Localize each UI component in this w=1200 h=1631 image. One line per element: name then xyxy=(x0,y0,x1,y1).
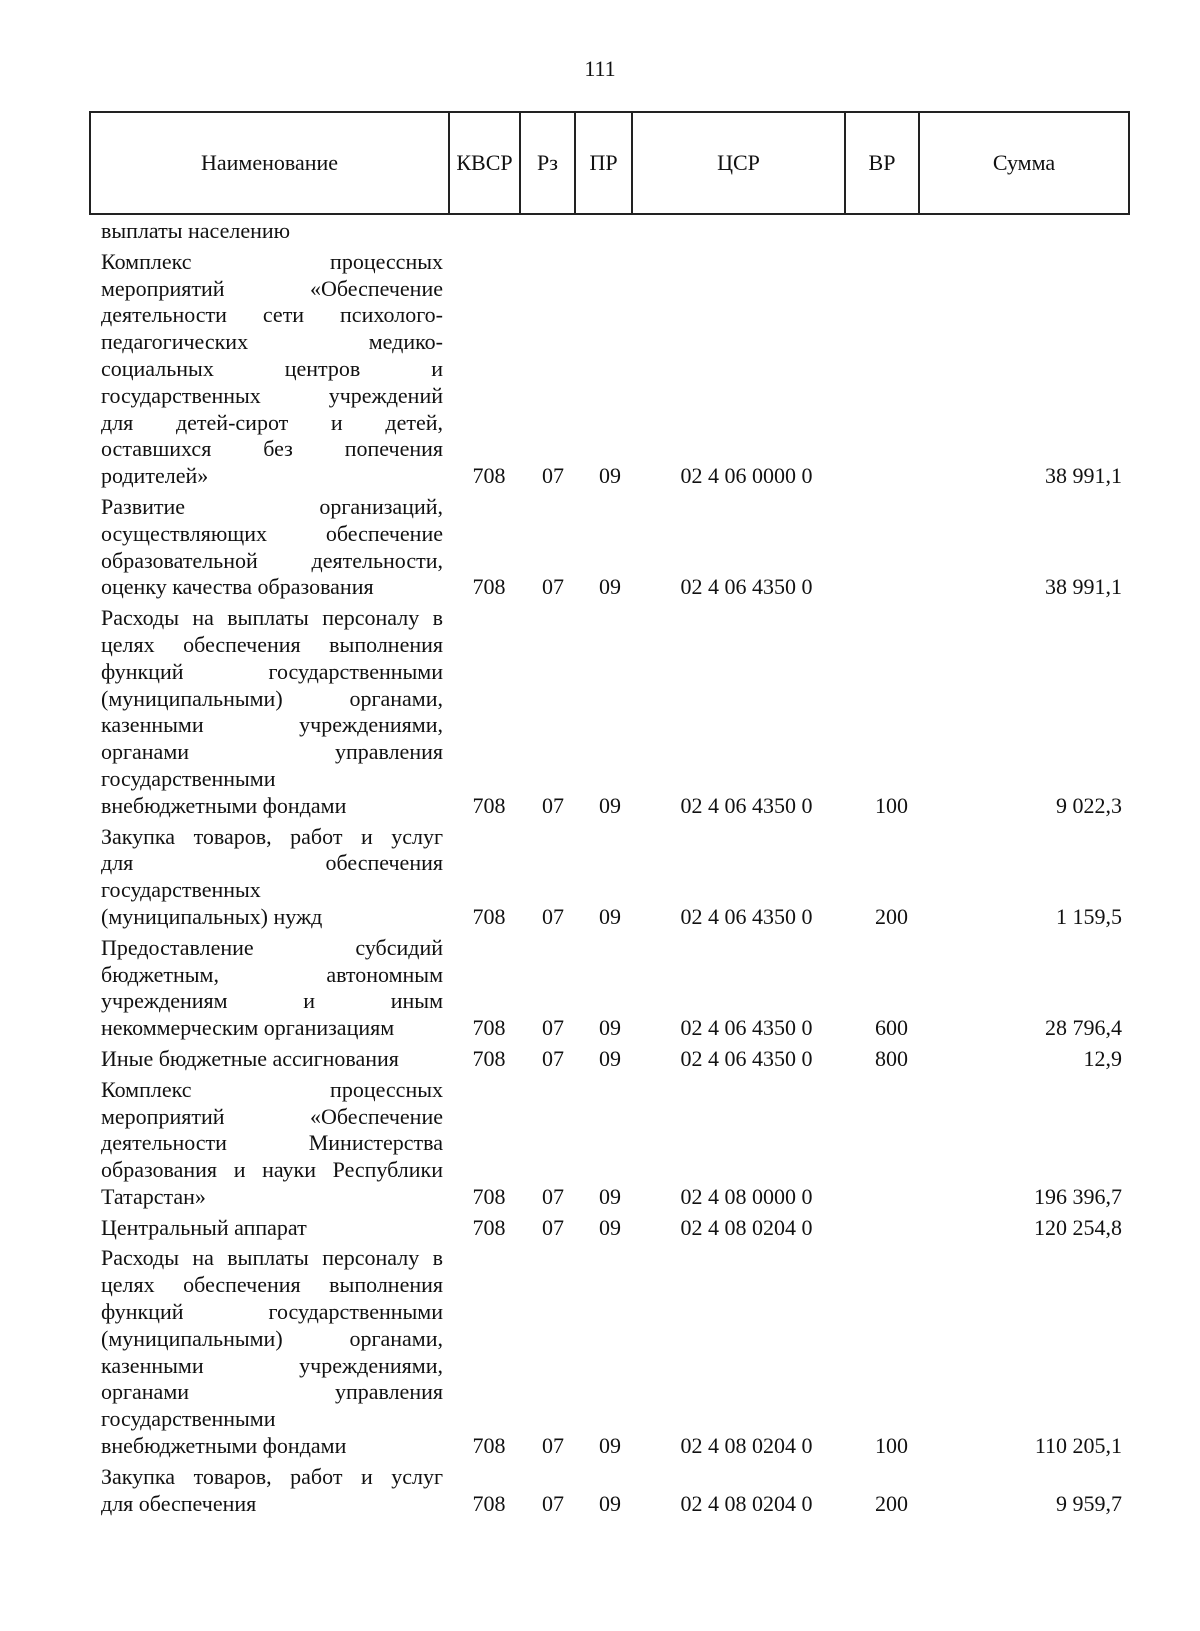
row-sum: 1 159,5 xyxy=(1056,903,1122,929)
table-row xyxy=(89,824,1130,931)
row-name-line: для обеспечения xyxy=(101,850,443,876)
table-row xyxy=(89,935,1130,1042)
row-name-line: (муниципальными) органами, xyxy=(101,1325,443,1351)
row-name xyxy=(89,1215,453,1242)
table-row xyxy=(89,1245,1130,1459)
row-name-line: учреждениям и иным xyxy=(101,988,443,1014)
row-pr: 09 xyxy=(599,1015,621,1041)
row-vr: 600 xyxy=(875,1015,908,1041)
row-name-line: (муниципальными) органами, xyxy=(101,685,443,711)
row-pr: 09 xyxy=(599,574,621,600)
header-name: Наименование xyxy=(91,113,450,213)
header-sum: Сумма xyxy=(992,150,1056,175)
row-vr: 800 xyxy=(875,1045,908,1071)
row-vr: 100 xyxy=(875,1433,908,1459)
row-kvsr: 708 xyxy=(472,1183,506,1209)
header-kvsr: КВСР xyxy=(450,113,521,213)
row-rz: 07 xyxy=(542,1015,564,1041)
row-name-line: деятельности Министерства xyxy=(101,1130,443,1156)
row-name-line: социальных центров и xyxy=(101,355,443,381)
header-vr: ВР xyxy=(846,113,920,213)
row-rz: 07 xyxy=(542,1490,564,1516)
row-kvsr: 708 xyxy=(472,792,506,818)
row-kvsr: 708 xyxy=(472,1045,506,1071)
row-name-line: некоммерческим организациям xyxy=(101,1015,395,1041)
row-kvsr: 708 xyxy=(472,1433,506,1459)
row-name xyxy=(89,824,453,931)
row-name xyxy=(89,1245,453,1459)
header-csr: ЦСР xyxy=(633,113,846,213)
row-name-line: Расходы на выплаты персоналу в xyxy=(101,605,443,631)
row-sum: 38 991,1 xyxy=(1045,463,1122,489)
row-name xyxy=(89,1046,453,1073)
row-name-line: функций государственными xyxy=(101,1299,443,1325)
row-name-line: (муниципальных) нужд xyxy=(101,903,323,929)
row-rz: 07 xyxy=(542,1433,564,1459)
page-number: 111 xyxy=(584,56,616,81)
row-sum: 120 254,8 xyxy=(1034,1214,1122,1240)
row-name xyxy=(89,605,453,819)
row-name-line: для обеспечения xyxy=(101,1490,257,1516)
row-name-line: оценку качества образования xyxy=(101,574,374,600)
row-name-line: оставшихся без попечения xyxy=(101,436,443,462)
row-name-line: внебюджетными фондами xyxy=(101,1433,347,1459)
row-name-line: Закупка товаров, работ и услуг xyxy=(101,823,443,849)
row-name-line: Татарстан» xyxy=(101,1183,206,1209)
row-sum: 9 022,3 xyxy=(1056,792,1122,818)
row-name-line: целях обеспечения выполнения xyxy=(101,631,443,657)
row-rz: 07 xyxy=(542,463,564,489)
row-name-line: государственных xyxy=(101,877,261,903)
table-row xyxy=(89,494,1130,601)
row-csr: 02 4 08 0204 0 xyxy=(680,1433,813,1459)
row-name xyxy=(89,249,453,490)
row-name-line: Расходы на выплаты персоналу в xyxy=(101,1245,443,1271)
row-csr: 02 4 06 4350 0 xyxy=(680,574,813,600)
row-name-line: образования и науки Республики xyxy=(101,1157,443,1183)
row-pr: 09 xyxy=(599,1490,621,1516)
row-name xyxy=(89,1464,453,1518)
table-row xyxy=(89,1046,1130,1073)
row-vr: 200 xyxy=(875,1490,908,1516)
table-row xyxy=(89,218,1130,245)
table-header xyxy=(89,111,1130,215)
row-rz: 07 xyxy=(542,903,564,929)
row-csr: 02 4 08 0000 0 xyxy=(680,1183,813,1209)
row-kvsr: 708 xyxy=(472,903,506,929)
row-csr: 02 4 08 0204 0 xyxy=(680,1214,813,1240)
row-pr: 09 xyxy=(599,463,621,489)
row-rz: 07 xyxy=(542,1183,564,1209)
row-csr: 02 4 06 4350 0 xyxy=(680,792,813,818)
row-pr: 09 xyxy=(599,903,621,929)
row-name-line: бюджетным, автономным xyxy=(101,961,443,987)
row-name-line: мероприятий «Обеспечение xyxy=(101,1103,443,1129)
row-kvsr: 708 xyxy=(472,574,506,600)
row-pr: 09 xyxy=(599,1433,621,1459)
table-row xyxy=(89,1077,1130,1211)
row-name-line: педагогических медико- xyxy=(101,329,443,355)
row-name xyxy=(89,935,453,1042)
row-vr: 200 xyxy=(875,903,908,929)
row-csr: 02 4 08 0204 0 xyxy=(680,1490,813,1516)
row-sum: 9 959,7 xyxy=(1056,1490,1122,1516)
row-rz: 07 xyxy=(542,1045,564,1071)
row-sum: 28 796,4 xyxy=(1045,1015,1122,1041)
row-name-line: осуществляющих обеспечение xyxy=(101,520,443,546)
row-name xyxy=(89,494,453,601)
row-csr: 02 4 06 0000 0 xyxy=(680,463,813,489)
row-name-line: Комплекс процессных xyxy=(101,248,443,274)
row-name-line: целях обеспечения выполнения xyxy=(101,1272,443,1298)
row-name-line: государственных учреждений xyxy=(101,382,443,408)
row-name-line: казенными учреждениями, xyxy=(101,712,443,738)
row-name-line: для детей-сирот и детей, xyxy=(101,409,443,435)
row-name-line: Закупка товаров, работ и услуг xyxy=(101,1463,443,1489)
row-pr: 09 xyxy=(599,1183,621,1209)
row-vr: 100 xyxy=(875,792,908,818)
row-name-line: функций государственными xyxy=(101,658,443,684)
row-sum: 38 991,1 xyxy=(1045,574,1122,600)
table-row xyxy=(89,605,1130,819)
row-name-line: выплаты населению xyxy=(101,218,291,243)
header-rz: Рз xyxy=(521,113,576,213)
row-name-line: органами управления xyxy=(101,739,443,765)
row-sum: 12,9 xyxy=(1083,1045,1122,1071)
row-name-line: Развитие организаций, xyxy=(101,493,443,519)
row-csr: 02 4 06 4350 0 xyxy=(680,903,813,929)
row-csr: 02 4 06 4350 0 xyxy=(680,1045,813,1071)
row-kvsr: 708 xyxy=(472,1490,506,1516)
row-name xyxy=(89,218,453,245)
row-name-line: Комплекс процессных xyxy=(101,1076,443,1102)
table-row xyxy=(89,1215,1130,1242)
row-kvsr: 708 xyxy=(472,1214,506,1240)
table-body xyxy=(89,218,1130,1517)
row-name-line: Иные бюджетные ассигнования xyxy=(101,1045,399,1071)
row-name-line: государственными xyxy=(101,1406,276,1432)
row-name-line: Предоставление субсидий xyxy=(101,934,443,960)
row-sum: 110 205,1 xyxy=(1034,1433,1122,1459)
row-name-line: Центральный аппарат xyxy=(101,1214,307,1240)
row-pr: 09 xyxy=(599,1045,621,1071)
row-rz: 07 xyxy=(542,574,564,600)
row-kvsr: 708 xyxy=(472,463,506,489)
row-name-line: государственными xyxy=(101,765,276,791)
row-name-line: внебюджетными фондами xyxy=(101,792,347,818)
row-name-line: органами управления xyxy=(101,1379,443,1405)
row-name xyxy=(89,1077,453,1211)
row-name-line: образовательной деятельности, xyxy=(101,547,443,573)
row-name-line: родителей» xyxy=(101,463,209,489)
row-csr: 02 4 06 4350 0 xyxy=(680,1015,813,1041)
row-pr: 09 xyxy=(599,1214,621,1240)
table-row xyxy=(89,1464,1130,1518)
row-kvsr: 708 xyxy=(472,1015,506,1041)
row-pr: 09 xyxy=(599,792,621,818)
row-name-line: мероприятий «Обеспечение xyxy=(101,275,443,301)
row-sum: 196 396,7 xyxy=(1034,1183,1122,1209)
row-name-line: казенными учреждениями, xyxy=(101,1352,443,1378)
row-rz: 07 xyxy=(542,792,564,818)
table-row xyxy=(89,249,1130,490)
row-rz: 07 xyxy=(542,1214,564,1240)
row-name-line: деятельности сети психолого- xyxy=(101,302,443,328)
header-pr: ПР xyxy=(576,113,633,213)
